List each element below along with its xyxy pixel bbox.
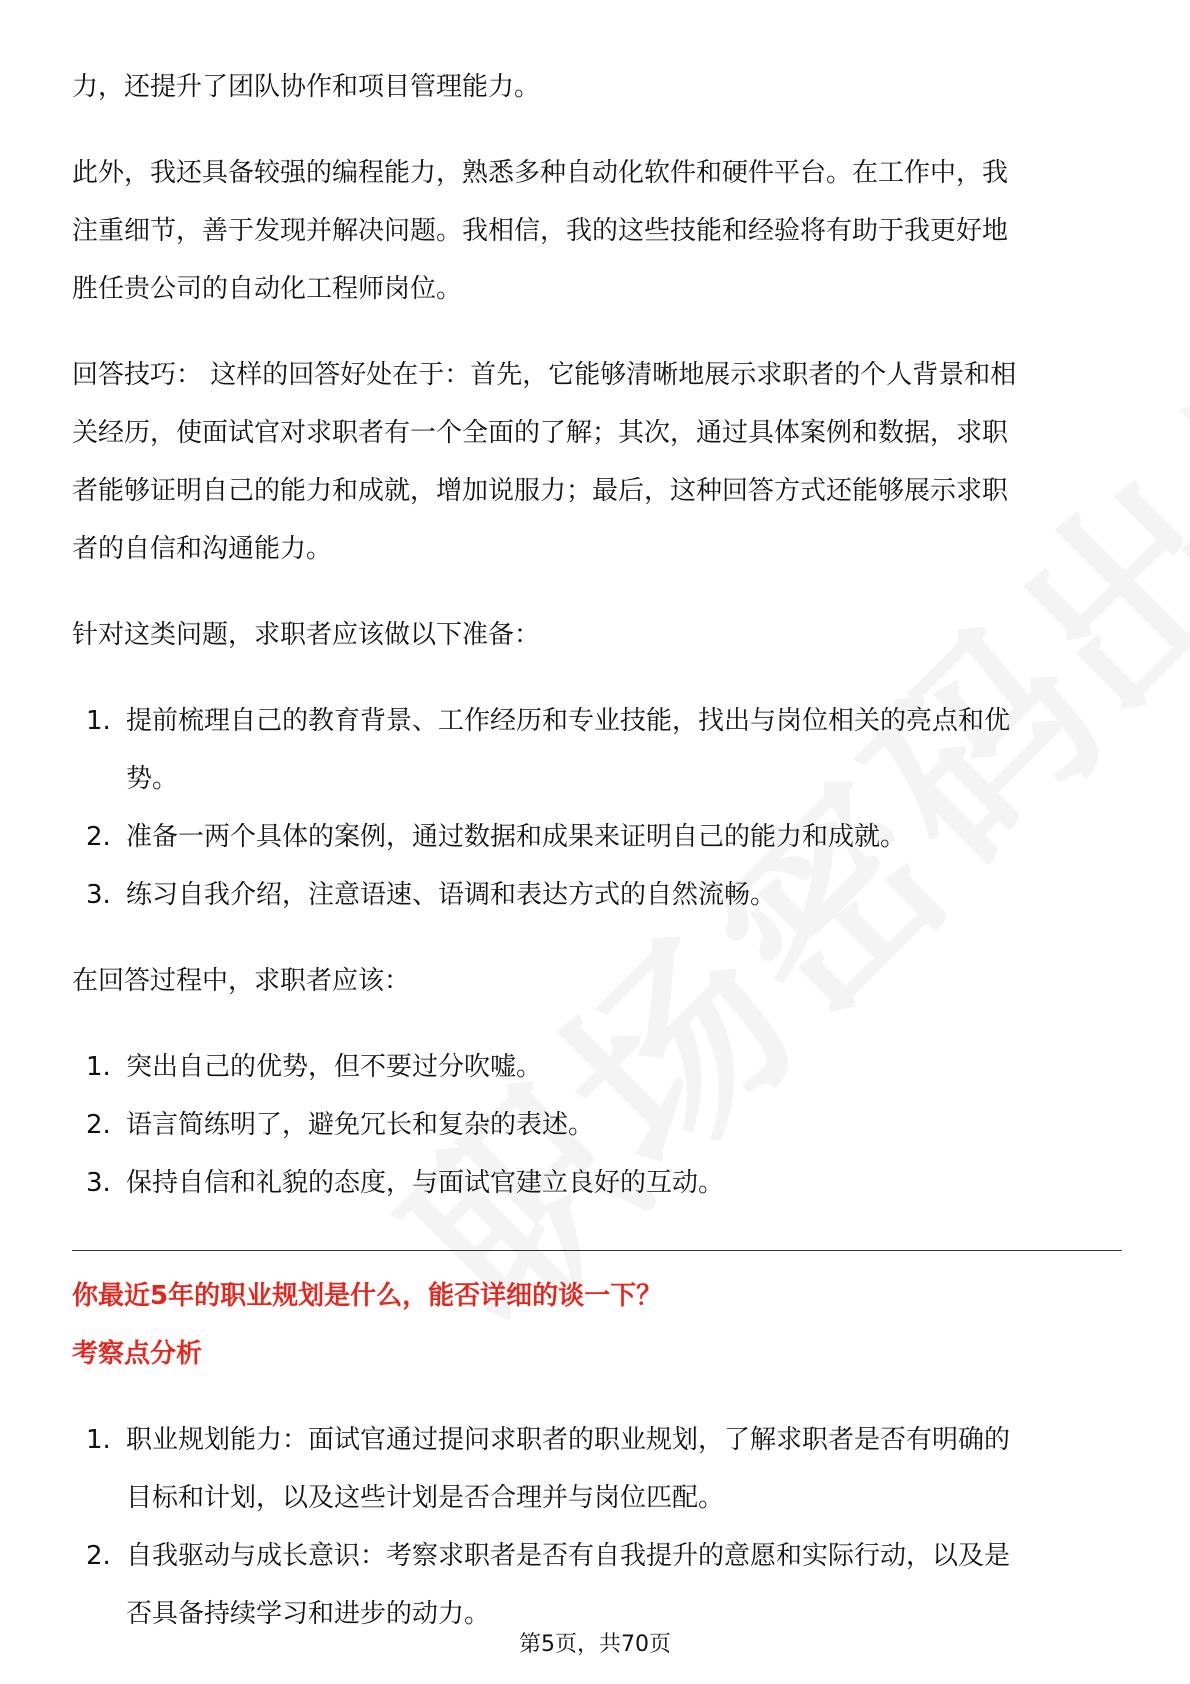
- paragraph-line: 注重细节，善于发现并解决问题。我相信，我的这些技能和经验将有助于我更好地: [72, 216, 1009, 246]
- answer-list: [72, 1038, 1122, 1212]
- list-text-line: 势。: [126, 764, 179, 794]
- list-number: 1.: [86, 1425, 111, 1455]
- list-text-line: 目标和计划，以及这些计划是否合理并与岗位匹配。: [126, 1483, 725, 1513]
- list-item: [72, 808, 1122, 866]
- paragraph-line: 回答技巧： 这样的回答好处在于：首先，它能够清晰地展示求职者的个人背景和相: [72, 360, 1017, 390]
- paragraph-skills: [72, 144, 1122, 318]
- analysis-subheading: 考察点分析: [72, 1339, 203, 1369]
- page-number-footer: 第5页，共70页: [519, 1632, 671, 1657]
- list-number: 3.: [86, 880, 111, 910]
- list-item: [72, 866, 1122, 924]
- list-number: 2.: [86, 1110, 111, 1140]
- list-number: 3.: [86, 1168, 111, 1198]
- paragraph-line: 者的自信和沟通能力。: [72, 534, 333, 564]
- paragraph-answer-intro: 在回答过程中，求职者应该：: [72, 966, 411, 996]
- list-number: 2.: [86, 1541, 111, 1571]
- list-text-line: 准备一两个具体的案例，通过数据和成果来证明自己的能力和成就。: [126, 822, 907, 852]
- list-item: [72, 1096, 1122, 1154]
- list-text-line: 突出自己的优势，但不要过分吹嘘。: [126, 1052, 543, 1082]
- prep-list: [72, 692, 1122, 924]
- paragraph-line: 胜任贵公司的自动化工程师岗位。: [72, 274, 463, 304]
- list-text-line: 练习自我介绍，注意语速、语调和表达方式的自然流畅。: [126, 880, 777, 910]
- section-divider: [72, 1250, 1122, 1251]
- list-text-line: 提前梳理自己的教育背景、工作经历和专业技能，找出与岗位相关的亮点和优: [126, 706, 1011, 736]
- list-number: 2.: [86, 822, 111, 852]
- analysis-list: [72, 1411, 1122, 1643]
- list-item: [72, 1411, 1122, 1527]
- paragraph-continuation: 力，还提升了团队协作和项目管理能力。: [72, 72, 541, 102]
- paragraph-line: 者能够证明自己的能力和成就，增加说服力；最后，这种回答方式还能够展示求职: [72, 476, 1009, 506]
- question-title: 你最近5年的职业规划是什么，能否详细的谈一下？: [72, 1281, 663, 1311]
- paragraph-line: 此外，我还具备较强的编程能力，熟悉多种自动化软件和硬件平台。在工作中，我: [72, 158, 1009, 188]
- list-item: [72, 1038, 1122, 1096]
- list-number: 1.: [86, 706, 111, 736]
- list-text-line: 职业规划能力：面试官通过提问求职者的职业规划，了解求职者是否有明确的: [126, 1425, 1011, 1455]
- paragraph-prep-intro: 针对这类问题，求职者应该做以下准备：: [72, 620, 541, 650]
- paragraph-line: 关经历，使面试官对求职者有一个全面的了解；其次，通过具体案例和数据，求职: [72, 418, 1009, 448]
- list-number: 1.: [86, 1052, 111, 1082]
- list-text-line: 语言简练明了，避免冗长和复杂的表述。: [126, 1110, 595, 1140]
- list-text-line: 保持自信和礼貌的态度，与面试官建立良好的互动。: [126, 1168, 725, 1198]
- page-content: [72, 58, 1122, 1643]
- list-item: [72, 692, 1122, 808]
- list-text-line: 否具备持续学习和进步的动力。: [126, 1599, 491, 1629]
- paragraph-answer-tips: [72, 346, 1122, 578]
- list-item: [72, 1527, 1122, 1643]
- list-text-line: 自我驱动与成长意识：考察求职者是否有自我提升的意愿和实际行动，以及是: [126, 1541, 1011, 1571]
- list-item: [72, 1154, 1122, 1212]
